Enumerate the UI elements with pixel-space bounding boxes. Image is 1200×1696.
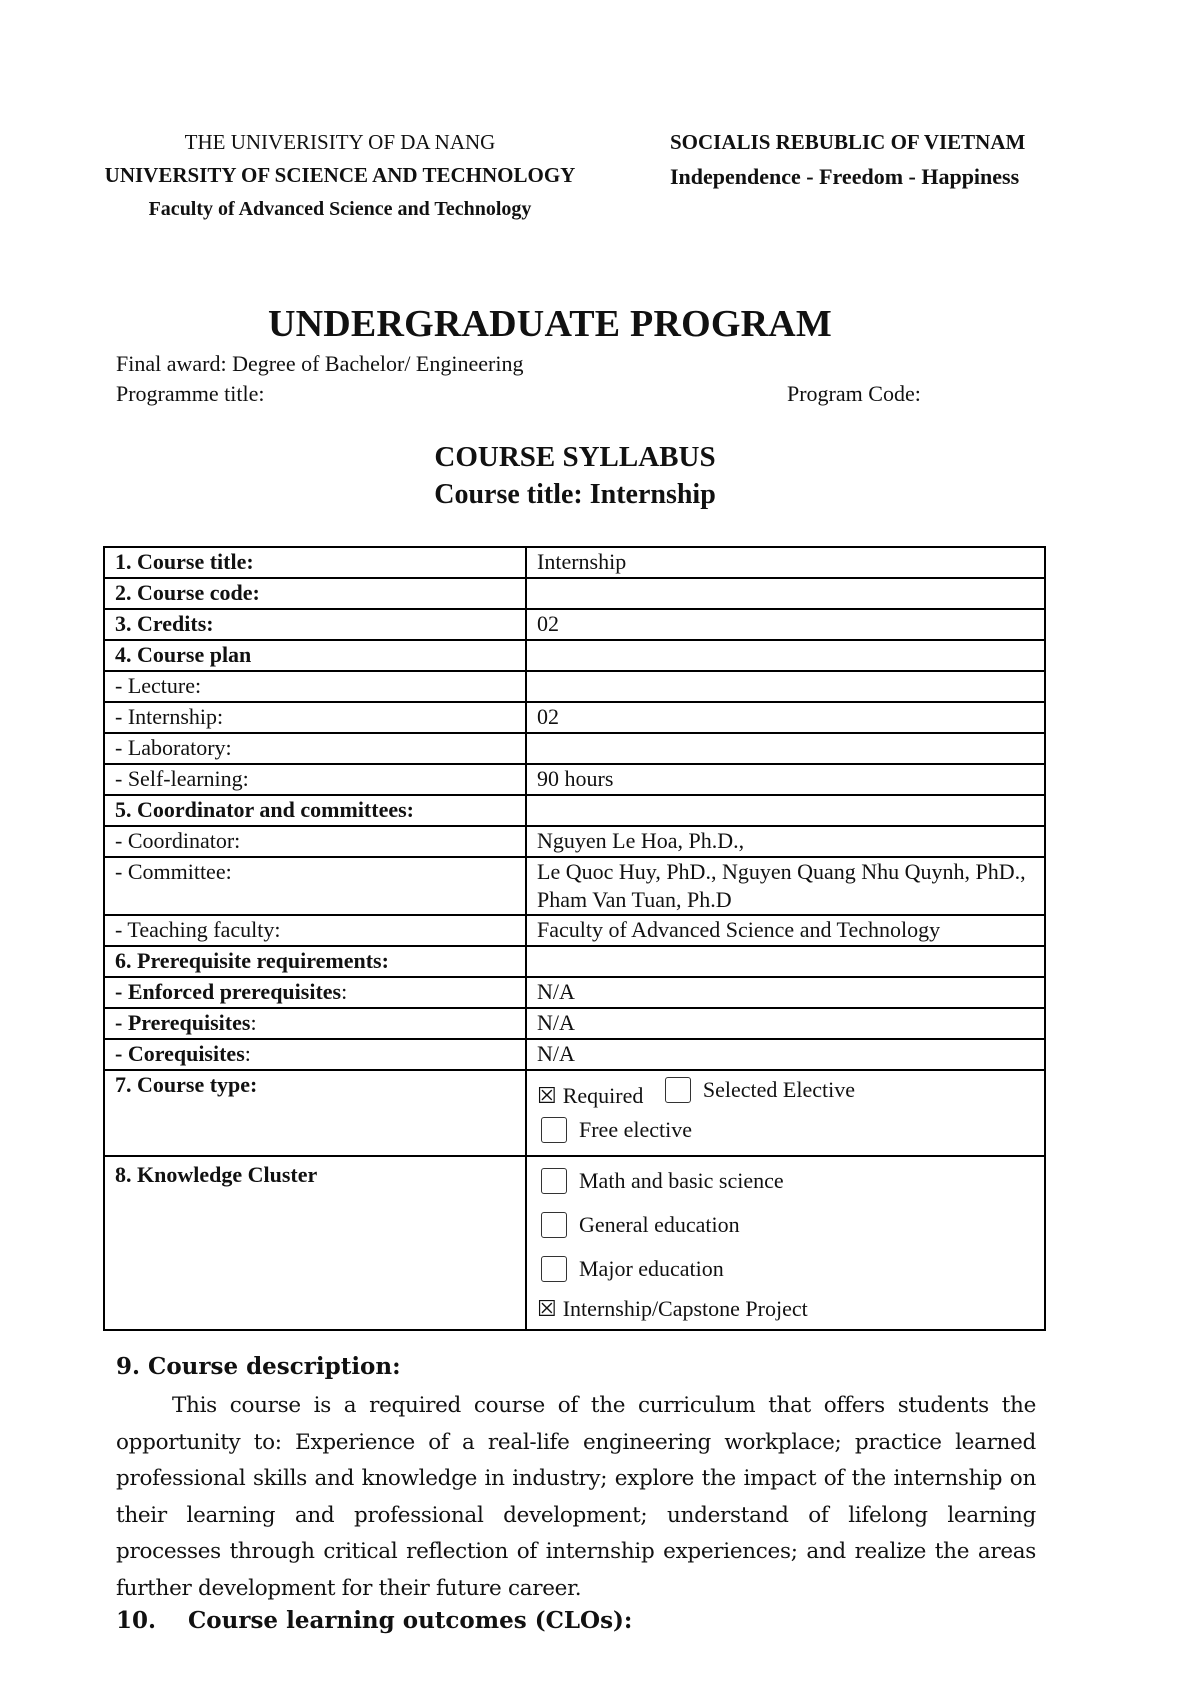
row-label: 5. Coordinator and committees: xyxy=(104,795,526,826)
knowledge-cluster-row xyxy=(104,1156,1045,1330)
option-label: Math and basic science xyxy=(579,1168,784,1193)
row-value xyxy=(526,640,1045,671)
table-row xyxy=(104,977,1045,1008)
table-row xyxy=(104,578,1045,609)
program-code-label: Program Code: xyxy=(787,381,921,406)
row-value xyxy=(526,795,1045,826)
section-number: 10. xyxy=(116,1607,157,1634)
course-type-row xyxy=(104,1070,1045,1156)
table-row xyxy=(104,640,1045,671)
row-label-suffix: : xyxy=(341,979,348,1004)
row-label-bold: - Corequisites xyxy=(115,1041,245,1066)
syllabus-heading: COURSE SYLLABUS xyxy=(434,441,716,473)
row-label: 2. Course code: xyxy=(104,578,526,609)
row-value: N/A xyxy=(526,1008,1045,1039)
republic-name: SOCIALIS REBUBLIC OF VIETNAM xyxy=(670,130,1026,154)
section-title: Course learning outcomes (CLOs): xyxy=(188,1607,633,1634)
option-label: Free elective xyxy=(579,1117,692,1142)
unchecked-box-icon xyxy=(541,1256,567,1282)
row-value: N/A xyxy=(526,977,1045,1008)
row-label xyxy=(104,1039,526,1070)
knowledge-cluster-options xyxy=(526,1156,1045,1330)
unchecked-box-icon xyxy=(541,1168,567,1194)
row-value: Nguyen Le Hoa, Ph.D., xyxy=(526,826,1045,857)
row-value: Le Quoc Huy, PhD., Nguyen Quang Nhu Quynh, PhD., Pham Van Tuan, Ph.D xyxy=(526,857,1045,915)
row-value xyxy=(526,733,1045,764)
row-value: 02 xyxy=(526,609,1045,640)
course-type-free-elective[interactable] xyxy=(541,1115,692,1145)
option-label: Required xyxy=(562,1083,644,1108)
course-type-selected-elective[interactable] xyxy=(665,1075,855,1105)
header-right-block xyxy=(670,126,1110,196)
row-label: - Laboratory: xyxy=(104,733,526,764)
programme-title-label: Programme title: xyxy=(116,381,265,406)
option-label: Selected Elective xyxy=(702,1077,855,1102)
row-value: N/A xyxy=(526,1039,1045,1070)
table-row xyxy=(104,857,1045,915)
university-name: THE UNIVERISITY OF DA NANG xyxy=(184,130,496,154)
row-label: - Internship: xyxy=(104,702,526,733)
row-label: 4. Course plan xyxy=(104,640,526,671)
knowledge-cluster-label: 8. Knowledge Cluster xyxy=(104,1156,526,1330)
final-award: Final award: Degree of Bachelor/ Engineering xyxy=(116,351,524,376)
table-row xyxy=(104,764,1045,795)
table-row xyxy=(104,1039,1045,1070)
header-left-block xyxy=(60,126,620,226)
course-outcomes-heading xyxy=(116,1607,632,1634)
row-label: - Lecture: xyxy=(104,671,526,702)
row-label-bold: - Enforced prerequisites xyxy=(115,979,342,1004)
row-value: Internship xyxy=(526,547,1045,578)
table-row xyxy=(104,671,1045,702)
course-type-label: 7. Course type: xyxy=(104,1070,526,1156)
course-type-options xyxy=(526,1070,1045,1156)
table-row xyxy=(104,826,1045,857)
row-value: 90 hours xyxy=(526,764,1045,795)
row-label xyxy=(104,977,526,1008)
cluster-general-education[interactable] xyxy=(541,1211,740,1239)
option-label: General education xyxy=(579,1212,740,1237)
table-row xyxy=(104,609,1045,640)
row-label-suffix: : xyxy=(250,1010,257,1035)
row-label: - Committee: xyxy=(104,857,526,915)
unchecked-box-icon xyxy=(541,1117,567,1143)
row-label: 1. Course title: xyxy=(104,547,526,578)
table-row xyxy=(104,702,1045,733)
course-type-required[interactable] xyxy=(537,1081,643,1111)
table-row xyxy=(104,733,1045,764)
row-label: - Self-learning: xyxy=(104,764,526,795)
row-value: 02 xyxy=(526,702,1045,733)
table-row xyxy=(104,946,1045,977)
row-value xyxy=(526,946,1045,977)
table-row xyxy=(104,1008,1045,1039)
checked-box-icon: ☒ xyxy=(537,1083,557,1108)
row-label-suffix: : xyxy=(244,1041,251,1066)
row-value xyxy=(526,578,1045,609)
checked-box-icon: ☒ xyxy=(537,1296,557,1321)
national-motto: Independence - Freedom - Happiness xyxy=(670,164,1020,189)
row-label: 3. Credits: xyxy=(104,609,526,640)
course-description-heading: 9. Course description: xyxy=(116,1353,401,1380)
faculty-name: Faculty of Advanced Science and Technology xyxy=(148,198,532,220)
option-label: Major education xyxy=(579,1256,724,1281)
school-name: UNIVERSITY OF SCIENCE AND TECHNOLOGY xyxy=(104,163,576,187)
row-label: - Teaching faculty: xyxy=(104,915,526,946)
course-description-text: This course is a required course of the curriculum that offers students the opportunity to: Experience of a real-life engineering workplace; practice learned professional skills and knowledge in industry; explore the impact of the internship on their learning and professional development; understand of lifelong learning processes through critical reflection of internship experiences; and realize the areas further development for their future career. xyxy=(116,1393,1036,1601)
syllabus-course-title: Course title: Internship xyxy=(434,479,716,510)
row-value: Faculty of Advanced Science and Technology xyxy=(526,915,1045,946)
cluster-math-basic-science[interactable] xyxy=(541,1167,784,1195)
option-label: Internship/Capstone Project xyxy=(562,1296,808,1321)
row-value xyxy=(526,671,1045,702)
table-row xyxy=(104,915,1045,946)
cluster-major-education[interactable] xyxy=(541,1255,724,1283)
row-label-bold: - Prerequisites xyxy=(115,1010,251,1035)
row-label: 6. Prerequisite requirements: xyxy=(104,946,526,977)
row-label: - Coordinator: xyxy=(104,826,526,857)
table-row xyxy=(104,547,1045,578)
table-row xyxy=(104,795,1045,826)
syllabus-table xyxy=(103,546,1046,1331)
program-title: UNDERGRADUATE PROGRAM xyxy=(268,303,832,345)
unchecked-box-icon xyxy=(541,1212,567,1238)
row-label xyxy=(104,1008,526,1039)
cluster-internship-capstone[interactable] xyxy=(537,1295,808,1323)
unchecked-box-icon xyxy=(665,1077,691,1103)
